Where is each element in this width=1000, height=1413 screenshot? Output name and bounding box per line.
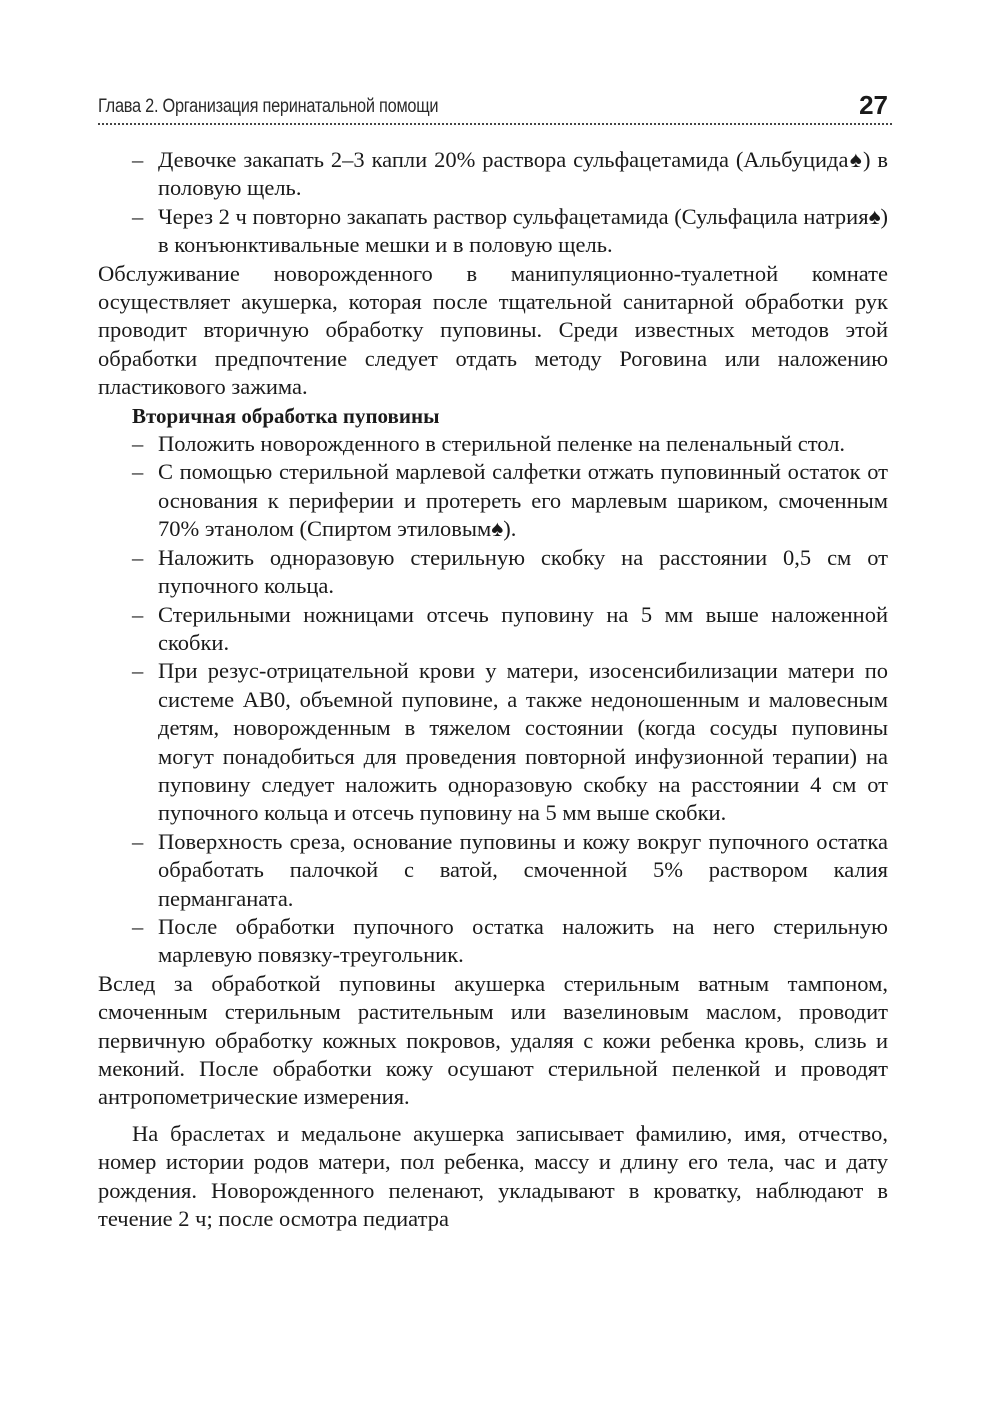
paragraph-skin-care: Вслед за обработкой пуповины акушерка стерильным ватным тампоном, смоченным стерильным растительным или вазелиновым маслом, проводит первичную обработку кожных покровов, удаляя с кожи ребенка кровь, слизь и меконий. После обработки кожу осушают стерильной пеленкой и проводят антропометрические измерения. [98,970,888,1110]
list-dash: – [132,913,144,939]
list-item-text: Поверхность среза, основание пуповины и кожу вокруг пупочного остатка обработать палочкой с ватой, смоченной 5% раствором калия перманганата. [158,828,888,911]
list-item-text: Наложить одноразовую стерильную скобку на расстоянии 0,5 см от пупочного кольца. [158,544,888,599]
paragraph-identification: На браслетах и медальоне акушерка записывает фамилию, имя, отчество, номер истории родов матери, пол ребенка, массу и длину его тела, час и дату рождения. Новорожденного пеленают, укладывают в кроватку, наблюдают в течение 2 ч; после осмотра педиатра [98,1120,888,1232]
list-item [98,430,888,458]
list-item-text: Через 2 ч повторно закапать раствор сульфацетамида (Сульфацила натрия♠) в конъюнктивальные мешки и в половую щель. [158,203,889,258]
paragraph-spacer [98,1112,888,1120]
list-dash: – [132,601,144,627]
list-item [98,146,888,203]
list-item [98,601,888,658]
list-item [98,458,888,543]
list-dash: – [132,431,144,457]
list-item [98,544,888,601]
list-item [98,828,888,913]
list-item [98,657,888,827]
list-item-text: Девочке закапать 2–3 капли 20% раствора сульфацетамида (Альбуцида♠) в половую щель. [158,147,888,201]
page-header [98,90,892,124]
list-dash: – [132,147,144,172]
list-item-text: При резус-отрицательной крови у матери, изосенсибилизации матери по системе AB0, объемной пуповине, а также недоношенным и маловесным детям, новорожденным в тяжелом состоянии (когда сосуды пуповины могут понадобиться для проведения повторной инфузионной терапии) на пуповину следует наложить одноразовую скобку на расстоянии 4 см от пупочного кольца и отсечь пуповину на 5 мм выше скобки. [158,658,888,826]
list-item [98,203,888,260]
list-dash: – [132,658,144,684]
list-item [98,913,888,970]
list-dash: – [132,544,144,570]
list-item-text: После обработки пупочного остатка наложить на него стерильную марлевую повязку-треугольник. [158,913,888,968]
chapter-title: Глава 2. Организация перинатальной помощи [98,96,439,117]
list-item-text: Положить новорожденного в стерильной пеленке на пеленальный стол. [158,431,846,457]
list-dash: – [132,203,144,229]
list-item-text: Стерильными ножницами отсечь пуповину на 5 мм выше наложенной скобки. [158,601,888,655]
list-dash: – [132,828,144,854]
list-dash: – [132,459,144,485]
page-body [98,146,888,1233]
paragraph-care-overview: Обслуживание новорожденного в манипуляционно-туалетной комнате осуществляет акушерка, которая после тщательной санитарной обработки рук проводит вторичную обработку пуповины. Среди известных методов этой обработки предпочтение следует отдать методу Роговина или наложению пластикового зажима. [98,260,888,400]
section-heading: Вторичная обработка пуповины [132,403,440,428]
page-number: 27 [859,90,888,120]
list-item-text: С помощью стерильной марлевой салфетки отжать пуповинный остаток от основания к периферии и протереть его марлевым шариком, смоченным 70% этанолом (Спиртом этиловым♠). [158,459,888,542]
header-divider [98,123,892,125]
